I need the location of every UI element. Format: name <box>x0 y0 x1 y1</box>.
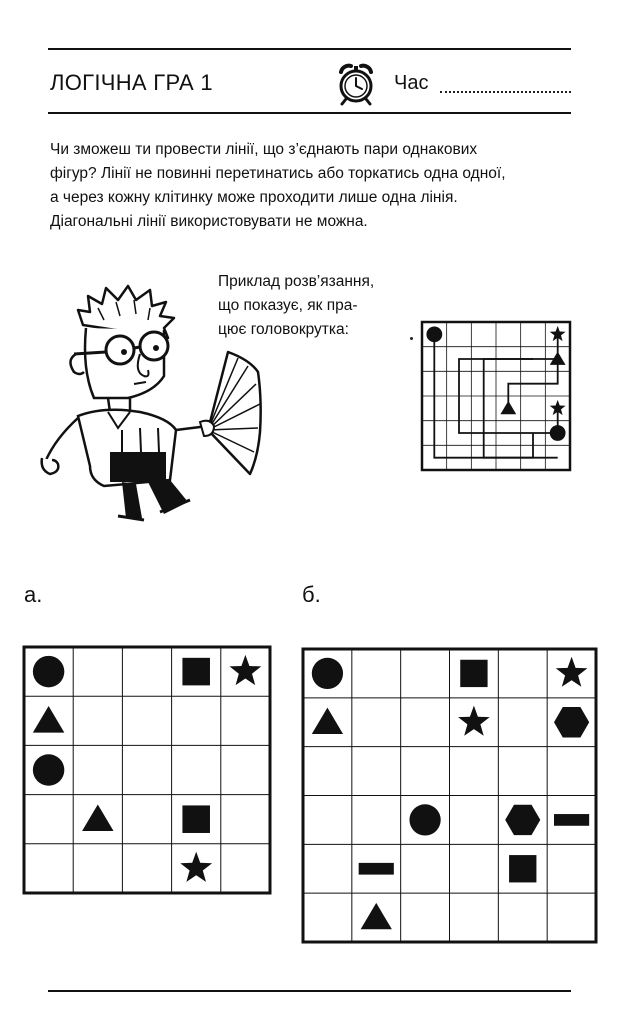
solution-path <box>508 359 557 408</box>
instruction-line: Чи зможеш ти провести лінії, що з’єднають пари однакових <box>50 141 478 158</box>
example-solution-grid <box>420 320 572 472</box>
stray-dot <box>410 337 413 340</box>
puzzle-a-label: а. <box>24 582 43 607</box>
time-label: Час <box>394 72 429 94</box>
square-shape <box>182 805 210 833</box>
star-shape <box>230 655 262 685</box>
hexagon-shape <box>554 707 589 738</box>
hexagon-shape <box>505 805 540 835</box>
puzzle-a-grid[interactable] <box>22 645 272 895</box>
star-shape <box>458 706 490 736</box>
triangle-shape <box>312 708 343 734</box>
page-title: ЛОГІЧНА ГРА 1 <box>50 70 213 95</box>
example-line: що показує, як пра- <box>218 297 358 314</box>
puzzle-b-grid[interactable] <box>301 647 598 944</box>
circle-shape <box>312 658 343 689</box>
star-shape <box>180 852 212 882</box>
example-caption <box>218 270 374 342</box>
circle-shape <box>33 656 64 687</box>
puzzle-b-label: б. <box>302 582 321 607</box>
bar-shape <box>359 863 394 875</box>
triangle-shape <box>500 401 516 414</box>
instructions <box>50 138 570 234</box>
top-rule <box>48 48 571 50</box>
instruction-line: фігур? Лінії не повинні перетинатись або торкатись одна одної, <box>50 165 506 182</box>
circle-shape <box>33 754 64 785</box>
square-shape <box>182 658 210 686</box>
paper-fan <box>208 352 261 474</box>
instruction-line: а через кожну клітинку може проходити лише одна лінія. <box>50 189 458 206</box>
triangle-shape <box>33 706 64 733</box>
example-line: цює головокрутка: <box>218 321 349 338</box>
bottom-rule <box>48 990 571 992</box>
triangle-shape <box>361 903 392 929</box>
circle-shape <box>409 804 440 835</box>
circle-shape <box>550 425 566 441</box>
time-field[interactable] <box>440 91 571 93</box>
alarm-clock-icon <box>334 60 378 106</box>
bar-shape <box>554 814 589 826</box>
star-shape <box>556 657 588 687</box>
square-shape <box>460 660 487 687</box>
instruction-line: Діагональні лінії використовувати не можна. <box>50 213 368 230</box>
example-line: Приклад розв’язання, <box>218 273 375 290</box>
triangle-shape <box>82 804 113 831</box>
circle-shape <box>426 326 442 342</box>
header-rule <box>48 112 571 114</box>
square-shape <box>509 855 536 882</box>
